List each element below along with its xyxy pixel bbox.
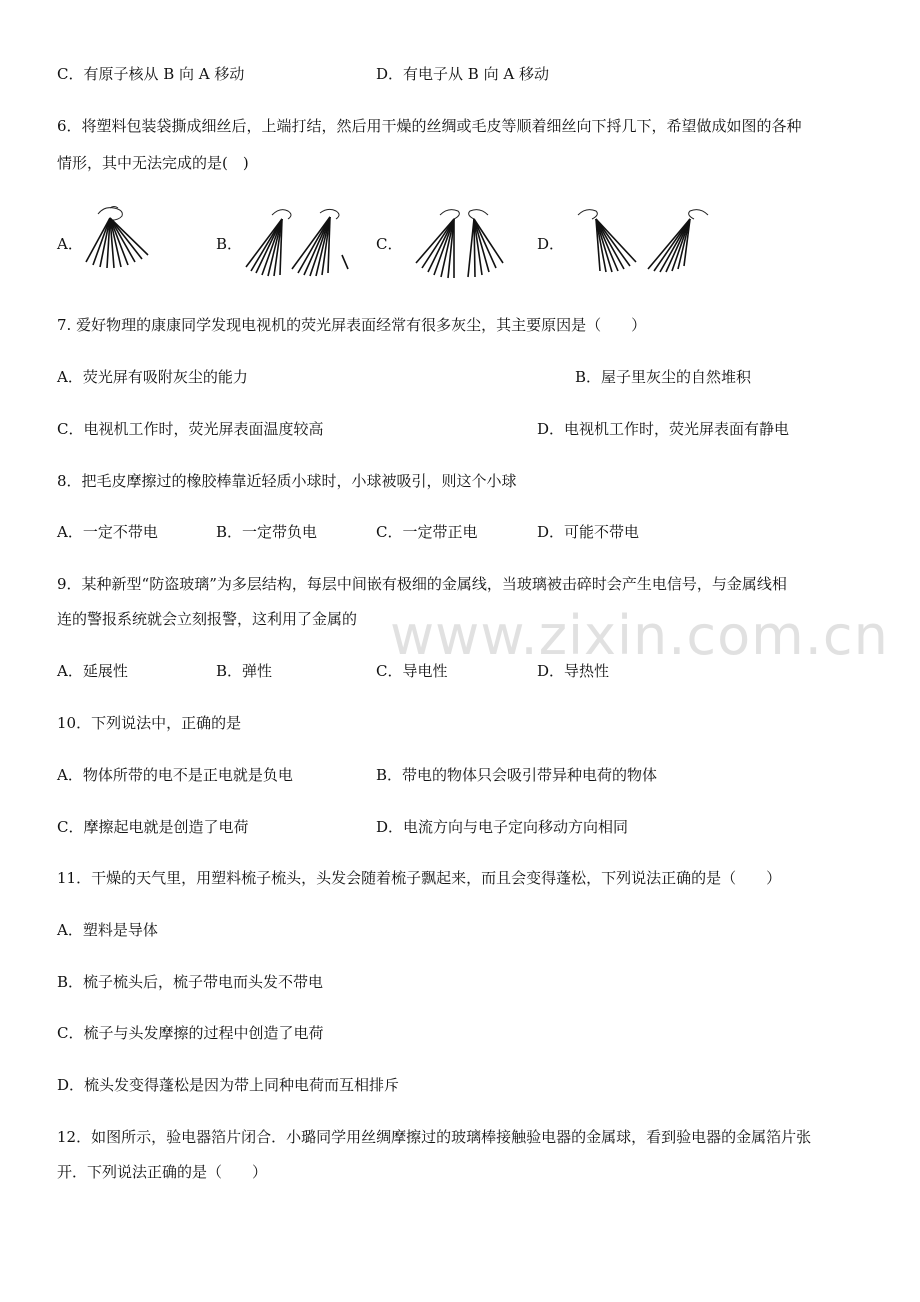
q10-option-b: B．带电的物体只会吸引带异种电荷的物体 [376, 766, 658, 784]
q6-stem-line2: 情形，其中无法完成的是( ) [57, 154, 249, 172]
q6-figure-d [570, 205, 720, 277]
watermark: www.zixin.com.cn [390, 604, 889, 667]
q11-stem: 11．干燥的天气里，用塑料梳子梳头，头发会随着梳子飘起来，而且会变得蓬松，下列说法正确的是（ ） [57, 869, 782, 887]
q9-option-a: A．延展性 [57, 662, 128, 680]
q11-option-c: C．梳子与头发摩擦的过程中创造了电荷 [57, 1024, 324, 1042]
q11-option-d: D．梳头发变得蓬松是因为带上同种电荷而互相排斥 [57, 1076, 400, 1094]
q9-stem-line1: 9．某种新型“防盗玻璃”为多层结构，每层中间嵌有极细的金属线，当玻璃被击碎时会产生电信号，与金属线相 [57, 575, 787, 593]
q9-stem-line2: 连的警报系统就会立刻报警，这利用了金属的 [57, 610, 358, 628]
q8-option-d: D．可能不带电 [537, 523, 640, 541]
q10-option-d: D．电流方向与电子定向移动方向相同 [376, 818, 629, 836]
q6-stem-line1: 6．将塑料包装袋撕成细丝后，上端打结，然后用干燥的丝绸或毛皮等顺着细丝向下捋几下，希望做成如图的各种 [57, 117, 802, 135]
q9-option-d: D．导热性 [537, 662, 610, 680]
q11-option-b: B．梳子梳头后，梳子带电而头发不带电 [57, 973, 324, 991]
q7-option-a: A．荧光屏有吸附灰尘的能力 [57, 368, 248, 386]
q10-option-a: A．物体所带的电不是正电就是负电 [57, 766, 293, 784]
q5-option-d: D．有电子从 B 向 A 移动 [376, 65, 549, 83]
q11-option-a: A．塑料是导体 [57, 921, 158, 939]
q8-option-b: B．一定带负电 [216, 523, 318, 541]
q8-option-c: C．一定带正电 [376, 523, 478, 541]
q6-figure-label-d: D． [537, 235, 565, 253]
q6-figure-label-c: C． [376, 235, 403, 253]
q7-option-c: C．电视机工作时，荧光屏表面温度较高 [57, 420, 324, 438]
q12-stem-line1: 12．如图所示，验电器箔片闭合．小璐同学用丝绸摩擦过的玻璃棒接触验电器的金属球，看到验电器的金属箔片张 [57, 1128, 812, 1146]
q10-option-c: C．摩擦起电就是创造了电荷 [57, 818, 249, 836]
q9-option-b: B．弹性 [216, 662, 273, 680]
strands [86, 218, 148, 268]
hand-icon [578, 210, 708, 219]
q10-stem: 10．下列说法中，正确的是 [57, 714, 242, 732]
q6-figure-label-b: B． [216, 235, 243, 253]
q9-option-c: C．导电性 [376, 662, 448, 680]
q5-option-c: C．有原子核从 B 向 A 移动 [57, 65, 245, 83]
q12-stem-line2: 开．下列说法正确的是（ ） [57, 1163, 268, 1181]
q6-figure-b [242, 205, 354, 280]
q7-option-d: D．电视机工作时，荧光屏表面有静电 [537, 420, 790, 438]
q6-figure-label-a: A． [57, 235, 83, 253]
q6-figure-a [80, 202, 160, 272]
q6-figure-c [410, 205, 520, 283]
q7-stem: 7. 爱好物理的康康同学发现电视机的荧光屏表面经常有很多灰尘，其主要原因是（ ） [57, 316, 647, 334]
q8-stem: 8．把毛皮摩擦过的橡胶棒靠近轻质小球时，小球被吸引，则这个小球 [57, 472, 517, 490]
q7-option-b: B．屋子里灰尘的自然堆积 [575, 368, 752, 386]
q8-option-a: A．一定不带电 [57, 523, 158, 541]
hand-icon [440, 210, 488, 219]
